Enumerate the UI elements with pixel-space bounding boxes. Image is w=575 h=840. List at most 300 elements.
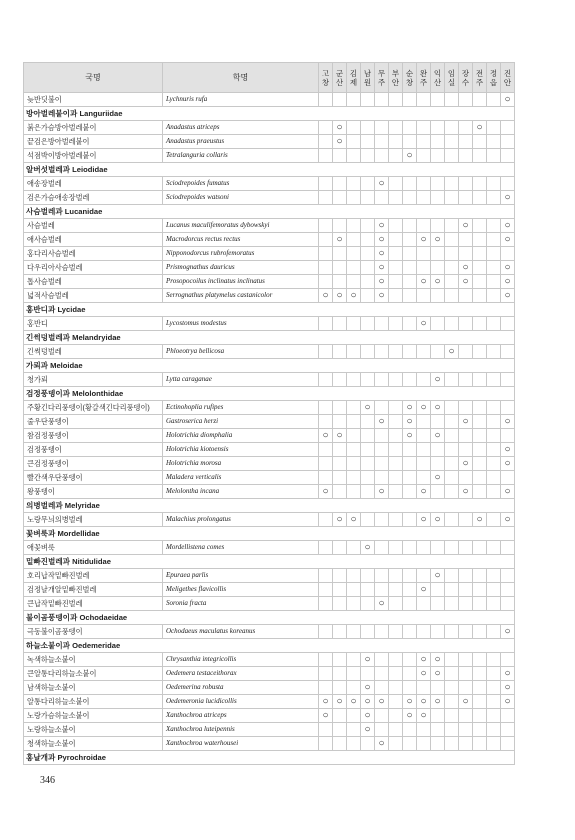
table-row — [24, 261, 515, 275]
occurrence-marker: ○ — [501, 485, 515, 499]
header-site: 부 안 — [389, 63, 403, 93]
occurrence-marker: ○ — [375, 737, 389, 751]
occurrence-marker: ○ — [333, 429, 347, 443]
empty-cell — [319, 247, 333, 261]
empty-cell — [459, 709, 473, 723]
page-number: 346 — [40, 775, 55, 786]
empty-cell — [375, 373, 389, 387]
empty-cell — [361, 149, 375, 163]
family-label: 불이곰풍뎅이과 Ochodaeidae — [24, 611, 515, 625]
empty-cell — [347, 583, 361, 597]
empty-cell — [333, 373, 347, 387]
empty-cell — [445, 709, 459, 723]
empty-cell — [347, 737, 361, 751]
empty-cell — [319, 569, 333, 583]
empty-cell — [473, 485, 487, 499]
korean-name-cell: 홍반디 — [24, 317, 163, 331]
table-row — [24, 471, 515, 485]
empty-cell — [473, 429, 487, 443]
empty-cell — [403, 177, 417, 191]
scientific-name-cell: Anadastus praeustus — [163, 135, 319, 149]
occurrence-marker: ○ — [501, 695, 515, 709]
occurrence-marker: ○ — [361, 681, 375, 695]
table-row — [24, 443, 515, 457]
occurrence-marker: ○ — [375, 597, 389, 611]
family-header-row — [24, 527, 515, 541]
table-row — [24, 401, 515, 415]
empty-cell — [319, 219, 333, 233]
empty-cell — [361, 345, 375, 359]
empty-cell — [347, 177, 361, 191]
empty-cell — [319, 513, 333, 527]
empty-cell — [417, 429, 431, 443]
empty-cell — [347, 219, 361, 233]
empty-cell — [501, 583, 515, 597]
korean-name-cell: 애사슴벌레 — [24, 233, 163, 247]
table-row — [24, 373, 515, 387]
empty-cell — [501, 569, 515, 583]
empty-cell — [375, 149, 389, 163]
table-row — [24, 737, 515, 751]
occurrence-marker: ○ — [459, 457, 473, 471]
family-header-row — [24, 205, 515, 219]
korean-name-cell: 큰납작밑빠진벌레 — [24, 597, 163, 611]
empty-cell — [361, 415, 375, 429]
empty-cell — [347, 443, 361, 457]
empty-cell — [445, 233, 459, 247]
korean-name-cell: 알통다리하늘소붙이 — [24, 695, 163, 709]
empty-cell — [473, 541, 487, 555]
scientific-name-cell: Lycostomus modestus — [163, 317, 319, 331]
header-site: 순 창 — [403, 63, 417, 93]
empty-cell — [431, 149, 445, 163]
empty-cell — [417, 149, 431, 163]
empty-cell — [347, 429, 361, 443]
korean-name-cell: 노랑하늘소붙이 — [24, 723, 163, 737]
occurrence-marker: ○ — [347, 513, 361, 527]
occurrence-marker: ○ — [375, 289, 389, 303]
family-label: 홍날개과 Pyrochroidae — [24, 751, 515, 765]
empty-cell — [445, 541, 459, 555]
table-row — [24, 597, 515, 611]
occurrence-marker: ○ — [501, 93, 515, 107]
empty-cell — [501, 653, 515, 667]
empty-cell — [333, 401, 347, 415]
korean-name-cell: 주황긴다리풍뎅이(황갈색긴다리풍뎅이) — [24, 401, 163, 415]
korean-name-cell: 다우리아사슴벌레 — [24, 261, 163, 275]
empty-cell — [487, 569, 501, 583]
empty-cell — [417, 177, 431, 191]
table-row — [24, 695, 515, 709]
occurrence-marker: ○ — [501, 219, 515, 233]
empty-cell — [361, 597, 375, 611]
occurrence-marker: ○ — [403, 709, 417, 723]
empty-cell — [319, 93, 333, 107]
empty-cell — [333, 541, 347, 555]
empty-cell — [417, 289, 431, 303]
empty-cell — [375, 625, 389, 639]
header-site: 전 주 — [473, 63, 487, 93]
occurrence-marker: ○ — [417, 401, 431, 415]
empty-cell — [473, 695, 487, 709]
empty-cell — [333, 737, 347, 751]
empty-cell — [389, 513, 403, 527]
empty-cell — [431, 317, 445, 331]
empty-cell — [333, 93, 347, 107]
empty-cell — [487, 121, 501, 135]
empty-cell — [403, 317, 417, 331]
occurrence-marker: ○ — [417, 653, 431, 667]
empty-cell — [445, 569, 459, 583]
empty-cell — [487, 149, 501, 163]
occurrence-marker: ○ — [431, 401, 445, 415]
header-site: 무 주 — [375, 63, 389, 93]
occurrence-marker: ○ — [361, 709, 375, 723]
empty-cell — [459, 583, 473, 597]
empty-cell — [347, 93, 361, 107]
scientific-name-cell: Oedemerina robusta — [163, 681, 319, 695]
empty-cell — [417, 723, 431, 737]
empty-cell — [389, 219, 403, 233]
scientific-name-cell: Xanthochroa luteipennis — [163, 723, 319, 737]
occurrence-marker: ○ — [375, 247, 389, 261]
empty-cell — [473, 457, 487, 471]
family-label: 홍반디과 Lycidae — [24, 303, 515, 317]
korean-name-cell: 검정날개알밑빠진벌레 — [24, 583, 163, 597]
scientific-name-cell: Oedemera testaceithorax — [163, 667, 319, 681]
empty-cell — [403, 93, 417, 107]
occurrence-marker: ○ — [459, 219, 473, 233]
header-korean-name: 국명 — [24, 63, 163, 93]
scientific-name-cell: Lychnuris rufa — [163, 93, 319, 107]
empty-cell — [347, 681, 361, 695]
empty-cell — [319, 135, 333, 149]
empty-cell — [333, 191, 347, 205]
occurrence-marker: ○ — [431, 569, 445, 583]
empty-cell — [403, 569, 417, 583]
scientific-name-cell: Prosopocoilus inclinatus inclinatus — [163, 275, 319, 289]
korean-name-cell: 노랑가슴하늘소붙이 — [24, 709, 163, 723]
empty-cell — [417, 457, 431, 471]
empty-cell — [361, 261, 375, 275]
table-row — [24, 625, 515, 639]
empty-cell — [403, 681, 417, 695]
occurrence-marker: ○ — [361, 695, 375, 709]
occurrence-marker: ○ — [431, 373, 445, 387]
empty-cell — [375, 569, 389, 583]
occurrence-marker: ○ — [431, 429, 445, 443]
empty-cell — [445, 457, 459, 471]
korean-name-cell: 애송장벌레 — [24, 177, 163, 191]
empty-cell — [333, 247, 347, 261]
empty-cell — [473, 373, 487, 387]
empty-cell — [333, 415, 347, 429]
empty-cell — [417, 261, 431, 275]
empty-cell — [417, 373, 431, 387]
table-row — [24, 429, 515, 443]
empty-cell — [375, 513, 389, 527]
empty-cell — [459, 429, 473, 443]
table-row — [24, 653, 515, 667]
empty-cell — [319, 653, 333, 667]
empty-cell — [459, 373, 473, 387]
scientific-name-cell: Sciodrepoides watsoni — [163, 191, 319, 205]
empty-cell — [473, 415, 487, 429]
empty-cell — [403, 625, 417, 639]
empty-cell — [459, 247, 473, 261]
empty-cell — [389, 737, 403, 751]
occurrence-marker: ○ — [431, 233, 445, 247]
occurrence-marker: ○ — [403, 401, 417, 415]
empty-cell — [389, 695, 403, 709]
occurrence-marker: ○ — [361, 401, 375, 415]
empty-cell — [473, 317, 487, 331]
empty-cell — [459, 93, 473, 107]
empty-cell — [431, 261, 445, 275]
occurrence-marker: ○ — [501, 275, 515, 289]
empty-cell — [403, 443, 417, 457]
empty-cell — [445, 471, 459, 485]
empty-cell — [333, 149, 347, 163]
empty-cell — [389, 149, 403, 163]
korean-name-cell: 긴썩덩벌레 — [24, 345, 163, 359]
occurrence-marker: ○ — [375, 177, 389, 191]
empty-cell — [375, 443, 389, 457]
empty-cell — [487, 261, 501, 275]
header-site: 임 실 — [445, 63, 459, 93]
empty-cell — [347, 345, 361, 359]
empty-cell — [403, 373, 417, 387]
empty-cell — [473, 275, 487, 289]
empty-cell — [361, 443, 375, 457]
empty-cell — [431, 625, 445, 639]
occurrence-marker: ○ — [361, 723, 375, 737]
header-scientific-name: 학명 — [163, 63, 319, 93]
empty-cell — [389, 457, 403, 471]
table-row — [24, 583, 515, 597]
empty-cell — [501, 317, 515, 331]
occurrence-marker: ○ — [501, 625, 515, 639]
empty-cell — [389, 541, 403, 555]
korean-name-cell: 톱사슴벌레 — [24, 275, 163, 289]
occurrence-marker: ○ — [375, 415, 389, 429]
empty-cell — [473, 723, 487, 737]
empty-cell — [347, 373, 361, 387]
family-header-row — [24, 751, 515, 765]
empty-cell — [417, 135, 431, 149]
family-header-row — [24, 163, 515, 177]
empty-cell — [473, 93, 487, 107]
empty-cell — [403, 457, 417, 471]
korean-name-cell: 검정풍뎅이 — [24, 443, 163, 457]
empty-cell — [501, 429, 515, 443]
empty-cell — [501, 709, 515, 723]
scientific-name-cell: Xanthochroa atriceps — [163, 709, 319, 723]
empty-cell — [403, 247, 417, 261]
empty-cell — [319, 471, 333, 485]
empty-cell — [319, 261, 333, 275]
empty-cell — [501, 723, 515, 737]
empty-cell — [403, 471, 417, 485]
empty-cell — [319, 457, 333, 471]
empty-cell — [487, 681, 501, 695]
scientific-name-cell: Oedemeronia lucidicollis — [163, 695, 319, 709]
occurrence-marker: ○ — [319, 709, 333, 723]
empty-cell — [347, 723, 361, 737]
table-row — [24, 275, 515, 289]
empty-cell — [403, 135, 417, 149]
empty-cell — [361, 93, 375, 107]
empty-cell — [487, 583, 501, 597]
empty-cell — [333, 569, 347, 583]
empty-cell — [431, 121, 445, 135]
family-header-row — [24, 639, 515, 653]
empty-cell — [459, 597, 473, 611]
empty-cell — [333, 275, 347, 289]
empty-cell — [361, 233, 375, 247]
scientific-name-cell: Holotrichia kiotoensis — [163, 443, 319, 457]
empty-cell — [501, 401, 515, 415]
empty-cell — [333, 723, 347, 737]
empty-cell — [445, 513, 459, 527]
scientific-name-cell: Maladera verticalis — [163, 471, 319, 485]
table-row — [24, 723, 515, 737]
empty-cell — [487, 625, 501, 639]
occurrence-marker: ○ — [417, 317, 431, 331]
empty-cell — [319, 345, 333, 359]
empty-cell — [333, 485, 347, 499]
table-row — [24, 681, 515, 695]
empty-cell — [319, 121, 333, 135]
korean-name-cell: 남색하늘소붙이 — [24, 681, 163, 695]
empty-cell — [319, 541, 333, 555]
occurrence-marker: ○ — [445, 345, 459, 359]
empty-cell — [473, 667, 487, 681]
occurrence-marker: ○ — [417, 275, 431, 289]
empty-cell — [347, 261, 361, 275]
korean-name-cell: 늦반딧불이 — [24, 93, 163, 107]
empty-cell — [347, 121, 361, 135]
empty-cell — [417, 471, 431, 485]
empty-cell — [431, 737, 445, 751]
empty-cell — [403, 275, 417, 289]
empty-cell — [417, 541, 431, 555]
scientific-name-cell: Anadastus atriceps — [163, 121, 319, 135]
korean-name-cell: 큰알통다리하늘소붙이 — [24, 667, 163, 681]
empty-cell — [389, 177, 403, 191]
empty-cell — [389, 583, 403, 597]
empty-cell — [473, 191, 487, 205]
empty-cell — [347, 569, 361, 583]
empty-cell — [473, 583, 487, 597]
empty-cell — [375, 583, 389, 597]
empty-cell — [319, 233, 333, 247]
empty-cell — [487, 653, 501, 667]
empty-cell — [403, 513, 417, 527]
empty-cell — [319, 149, 333, 163]
empty-cell — [347, 149, 361, 163]
occurrence-marker: ○ — [459, 485, 473, 499]
korean-name-cell: 홍다리사슴벌레 — [24, 247, 163, 261]
empty-cell — [375, 681, 389, 695]
empty-cell — [487, 695, 501, 709]
occurrence-marker: ○ — [417, 485, 431, 499]
empty-cell — [333, 653, 347, 667]
korean-name-cell: 청가뢰 — [24, 373, 163, 387]
table-row — [24, 485, 515, 499]
empty-cell — [361, 275, 375, 289]
empty-cell — [319, 667, 333, 681]
empty-cell — [487, 429, 501, 443]
empty-cell — [501, 345, 515, 359]
empty-cell — [473, 345, 487, 359]
empty-cell — [333, 709, 347, 723]
empty-cell — [459, 177, 473, 191]
table-row — [24, 233, 515, 247]
empty-cell — [487, 289, 501, 303]
empty-cell — [403, 345, 417, 359]
family-label: 알버섯벌레과 Leiodidae — [24, 163, 515, 177]
empty-cell — [501, 597, 515, 611]
scientific-name-cell: Holotrichia diomphalia — [163, 429, 319, 443]
empty-cell — [375, 709, 389, 723]
korean-name-cell: 참검정풍뎅이 — [24, 429, 163, 443]
empty-cell — [375, 401, 389, 415]
empty-cell — [473, 471, 487, 485]
empty-cell — [347, 135, 361, 149]
empty-cell — [431, 583, 445, 597]
empty-cell — [375, 345, 389, 359]
korean-name-cell: 줄우단풍뎅이 — [24, 415, 163, 429]
empty-cell — [347, 709, 361, 723]
empty-cell — [501, 541, 515, 555]
empty-cell — [459, 541, 473, 555]
empty-cell — [389, 471, 403, 485]
table-header-row — [24, 63, 515, 93]
table-row — [24, 219, 515, 233]
empty-cell — [501, 177, 515, 191]
empty-cell — [333, 317, 347, 331]
empty-cell — [487, 443, 501, 457]
empty-cell — [375, 471, 389, 485]
empty-cell — [445, 177, 459, 191]
scientific-name-cell: Ochodaeus maculatus koreanus — [163, 625, 319, 639]
empty-cell — [459, 653, 473, 667]
empty-cell — [403, 191, 417, 205]
empty-cell — [361, 135, 375, 149]
empty-cell — [319, 191, 333, 205]
empty-cell — [375, 457, 389, 471]
occurrence-marker: ○ — [501, 513, 515, 527]
family-label: 꽃벼룩과 Mordellidae — [24, 527, 515, 541]
family-header-row — [24, 387, 515, 401]
empty-cell — [445, 695, 459, 709]
occurrence-marker: ○ — [459, 275, 473, 289]
empty-cell — [375, 191, 389, 205]
family-label: 가뢰과 Meloidae — [24, 359, 515, 373]
empty-cell — [417, 93, 431, 107]
family-label: 의병벌레과 Melyridae — [24, 499, 515, 513]
occurrence-marker: ○ — [501, 289, 515, 303]
empty-cell — [445, 289, 459, 303]
occurrence-marker: ○ — [319, 695, 333, 709]
empty-cell — [431, 485, 445, 499]
empty-cell — [487, 135, 501, 149]
occurrence-marker: ○ — [333, 121, 347, 135]
occurrence-marker: ○ — [501, 667, 515, 681]
empty-cell — [389, 569, 403, 583]
empty-cell — [431, 247, 445, 261]
